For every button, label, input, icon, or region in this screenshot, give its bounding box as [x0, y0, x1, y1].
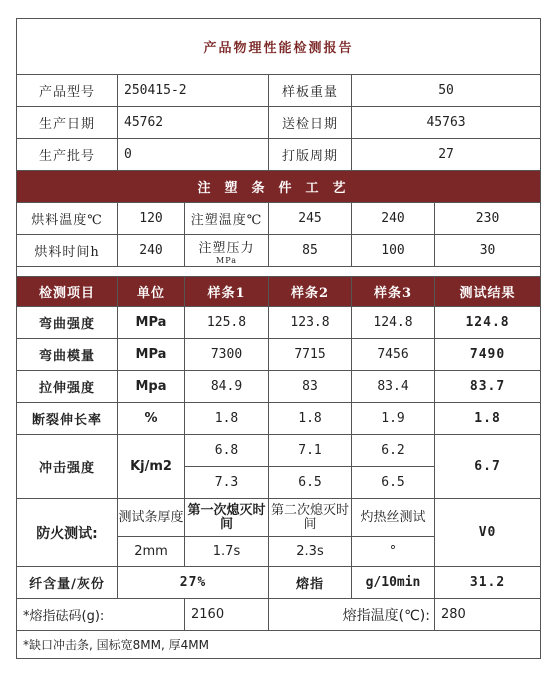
header-result: 测试结果 [435, 277, 541, 307]
test-row [17, 307, 541, 339]
bake-time-label: 烘料时间h [17, 235, 118, 267]
melt-temp-label: 熔指温度(℃): [269, 599, 435, 631]
fiber-row [17, 567, 541, 599]
test-result: 1.8 [435, 403, 541, 435]
inject-pressure-2: 100 [352, 235, 435, 267]
fiber-value: 27% [118, 567, 269, 599]
test-unit: % [118, 403, 185, 435]
inject-temp-2: 240 [352, 203, 435, 235]
molding-row-temp [17, 203, 541, 235]
weight-label: *熔指砝码(g): [17, 599, 185, 631]
header-sample-3: 样条3 [352, 277, 435, 307]
impact-r1-s3: 6.2 [352, 435, 435, 467]
footer-note: *缺口冲击条, 国标宽8MM, 厚4MM [17, 631, 541, 659]
test-sample-3: 7456 [352, 339, 435, 371]
inject-temp-label: 注塑温度℃ [185, 203, 269, 235]
test-unit: MPa [118, 307, 185, 339]
impact-row-1 [17, 435, 541, 467]
cycle-label: 打版周期 [269, 139, 352, 171]
header-item: 检测项目 [17, 277, 118, 307]
test-sample-3: 1.9 [352, 403, 435, 435]
impact-r2-s1: 7.3 [185, 467, 269, 499]
test-unit: MPa [118, 339, 185, 371]
test-item: 弯曲模量 [17, 339, 118, 371]
fiber-item: 纤含量/灰份 [17, 567, 118, 599]
test-row [17, 339, 541, 371]
fire-item: 防火测试: [17, 499, 118, 567]
header-sample-2: 样条2 [269, 277, 352, 307]
test-sample-1: 1.8 [185, 403, 269, 435]
test-sample-3: 124.8 [352, 307, 435, 339]
inject-pressure-cell [185, 235, 269, 267]
header-unit: 单位 [118, 277, 185, 307]
test-row [17, 403, 541, 435]
test-sample-2: 123.8 [269, 307, 352, 339]
prod-date-value: 45762 [118, 107, 269, 139]
spacer-row [17, 267, 541, 277]
test-item: 拉伸强度 [17, 371, 118, 403]
inject-pressure-1: 85 [269, 235, 352, 267]
footer-row [17, 599, 541, 631]
panel-weight-value: 50 [352, 75, 541, 107]
model-value: 250415-2 [118, 75, 269, 107]
test-result: 124.8 [435, 307, 541, 339]
inject-pressure-label: 注塑压力 [198, 240, 255, 256]
melt-temp-value: 280 [435, 599, 541, 631]
bake-temp-label: 烘料温度℃ [17, 203, 118, 235]
impact-r1-s1: 6.8 [185, 435, 269, 467]
melt-value: 31.2 [435, 567, 541, 599]
info-row-batch [17, 139, 541, 171]
info-row-date [17, 107, 541, 139]
spacer-cell [17, 267, 541, 277]
panel-weight-label: 样板重量 [269, 75, 352, 107]
test-unit: Mpa [118, 371, 185, 403]
impact-result: 6.7 [435, 435, 541, 499]
info-row-model [17, 75, 541, 107]
test-sample-2: 1.8 [269, 403, 352, 435]
batch-label: 生产批号 [17, 139, 118, 171]
model-label: 产品型号 [17, 75, 118, 107]
fire-col3-header: 第二次熄灭时间 [269, 499, 352, 537]
bake-temp-value: 120 [118, 203, 185, 235]
note-row [17, 631, 541, 659]
report-table [16, 18, 541, 659]
fire-col4-value: ° [352, 537, 435, 567]
test-row [17, 371, 541, 403]
test-item: 弯曲强度 [17, 307, 118, 339]
inject-pressure-3: 30 [435, 235, 541, 267]
molding-row-time [17, 235, 541, 267]
weight-value: 2160 [185, 599, 269, 631]
prod-date-label: 生产日期 [17, 107, 118, 139]
title-row [17, 19, 541, 75]
test-sample-2: 83 [269, 371, 352, 403]
test-sample-2: 7715 [269, 339, 352, 371]
impact-item: 冲击强度 [17, 435, 118, 499]
test-date-value: 45763 [352, 107, 541, 139]
melt-unit: g/10min [352, 567, 435, 599]
impact-unit: Kj/m2 [118, 435, 185, 499]
test-result: 7490 [435, 339, 541, 371]
header-sample-1: 样条1 [185, 277, 269, 307]
impact-r2-s2: 6.5 [269, 467, 352, 499]
test-item: 断裂伸长率 [17, 403, 118, 435]
inject-pressure-unit: MPa [216, 255, 237, 265]
fire-col4-header: 灼热丝测试 [352, 499, 435, 537]
fire-col1-value: 2mm [118, 537, 185, 567]
fire-col2-header: 第一次熄灭时间 [185, 499, 269, 537]
inject-temp-1: 245 [269, 203, 352, 235]
test-sample-1: 84.9 [185, 371, 269, 403]
molding-heading-row [17, 171, 541, 203]
cycle-value: 27 [352, 139, 541, 171]
molding-heading: 注塑条件工艺 [17, 171, 541, 203]
test-date-label: 送检日期 [269, 107, 352, 139]
test-header-row [17, 277, 541, 307]
fire-col2-value: 1.7s [185, 537, 269, 567]
batch-value: 0 [118, 139, 269, 171]
impact-r1-s2: 7.1 [269, 435, 352, 467]
bake-time-value: 240 [118, 235, 185, 267]
test-sample-1: 7300 [185, 339, 269, 371]
inject-temp-3: 230 [435, 203, 541, 235]
fire-col3-value: 2.3s [269, 537, 352, 567]
melt-label: 熔指 [269, 567, 352, 599]
report-title: 产品物理性能检测报告 [17, 19, 541, 75]
impact-r2-s3: 6.5 [352, 467, 435, 499]
test-sample-1: 125.8 [185, 307, 269, 339]
test-sample-3: 83.4 [352, 371, 435, 403]
fire-result: V0 [435, 499, 541, 567]
fire-col1-header: 测试条厚度 [118, 499, 185, 537]
fire-header-row [17, 499, 541, 537]
test-result: 83.7 [435, 371, 541, 403]
